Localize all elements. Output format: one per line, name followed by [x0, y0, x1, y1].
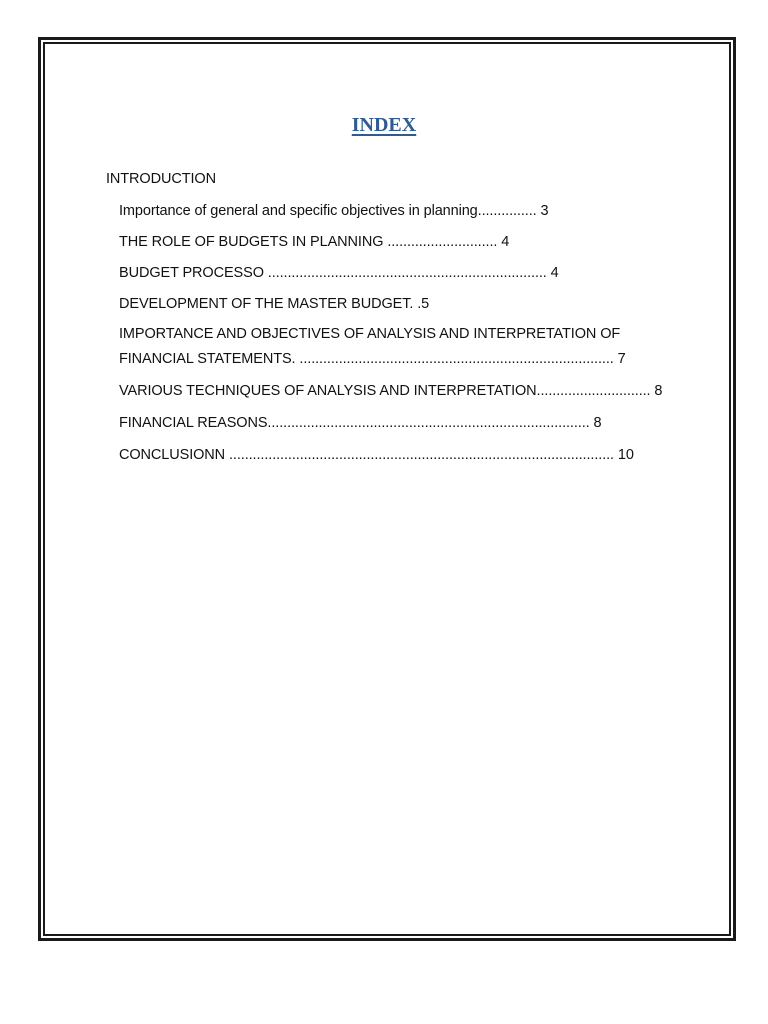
toc-entry-objectives: Importance of general and specific objectives in planning............... 3 — [119, 203, 549, 219]
toc-entry-budget-process: BUDGET PROCESSO ....................................................................... 4 — [119, 265, 559, 281]
introduction-heading: INTRODUCTION — [106, 171, 216, 187]
toc-entry-analysis-objectives — [119, 322, 626, 372]
toc-entry-analysis-objectives-line2: FINANCIAL STATEMENTS. ................................................................................ 7 — [119, 351, 626, 367]
toc-entry-techniques: VARIOUS TECHNIQUES OF ANALYSIS AND INTERPRETATION............................. 8 — [119, 383, 663, 399]
toc-entry-master-budget: DEVELOPMENT OF THE MASTER BUDGET. .5 — [119, 296, 430, 312]
toc-entry-conclusion: CONCLUSIONN .................................................................................................. 10 — [119, 447, 634, 463]
index-title: INDEX — [351, 114, 417, 136]
toc-entry-analysis-objectives-line1: IMPORTANCE AND OBJECTIVES OF ANALYSIS AND INTERPRETATION OF — [119, 326, 621, 342]
toc-entry-role-of-budgets: THE ROLE OF BUDGETS IN PLANNING ............................ 4 — [119, 234, 510, 250]
toc-entry-financial-reasons: FINANCIAL REASONS.................................................................................. 8 — [119, 415, 602, 431]
